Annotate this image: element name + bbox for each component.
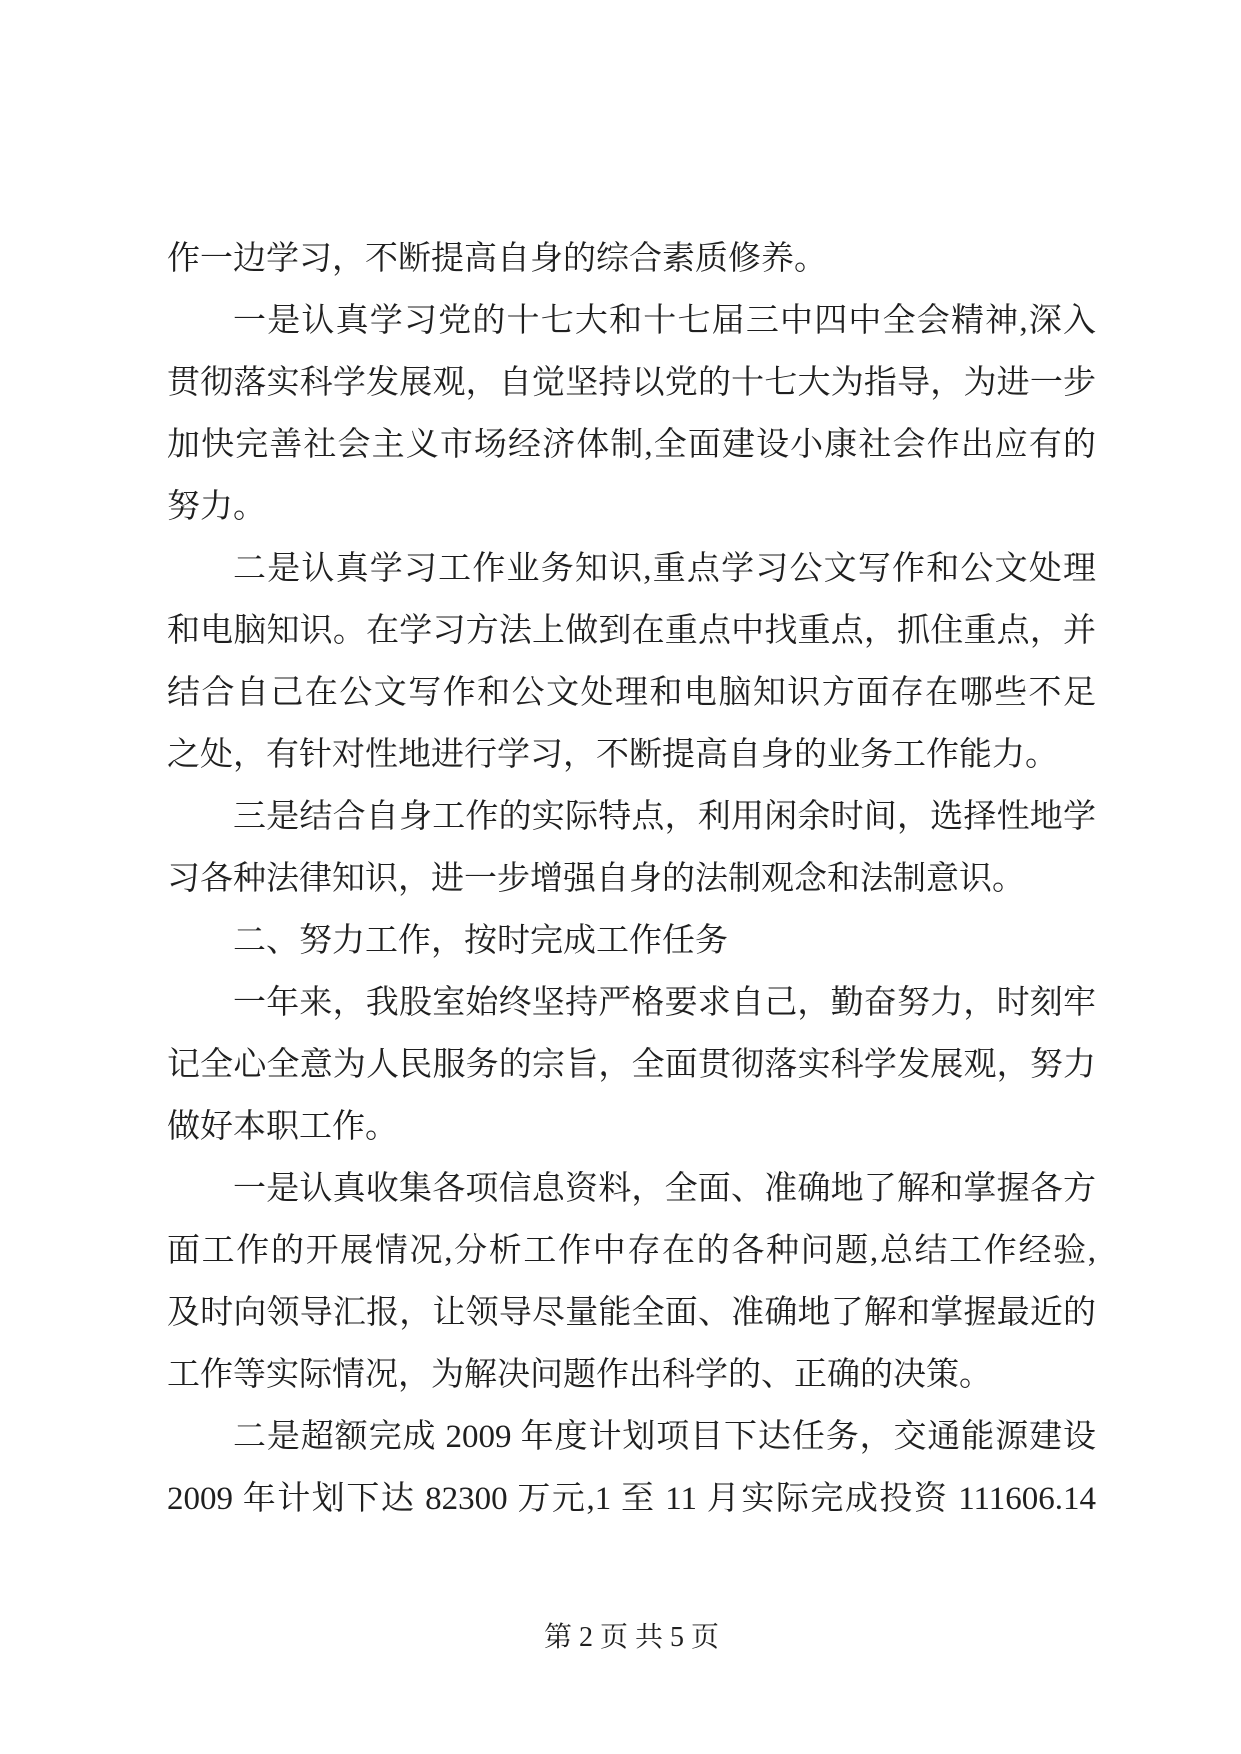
text-line: 面工作的开展情况,分析工作中存在的各种问题,总结工作经验, xyxy=(167,1233,1096,1269)
page-footer xyxy=(167,1618,1096,1658)
text-line: 结合自己在公文写作和公文处理和电脑知识方面存在哪些不足 xyxy=(167,675,1096,711)
text-line: 之处，有针对性地进行学习，不断提高自身的业务工作能力。 xyxy=(167,737,1058,773)
text-line: 习各种法律知识，进一步增强自身的法制观念和法制意识。 xyxy=(167,861,1025,897)
text-line: 做好本职工作。 xyxy=(167,1109,398,1145)
text-line: 加快完善社会主义市场经济体制,全面建设小康社会作出应有的 xyxy=(167,427,1096,463)
text-line: 三是结合自身工作的实际特点，利用闲余时间，选择性地学 xyxy=(233,799,1096,835)
document-body xyxy=(167,228,1096,1530)
text-line: 作一边学习，不断提高自身的综合素质修养。 xyxy=(167,241,827,277)
section-heading-line: 二、努力工作，按时完成工作任务 xyxy=(233,923,728,959)
text-line: 努力。 xyxy=(167,489,266,525)
text-line: 及时向领导汇报，让领导尽量能全面、准确地了解和掌握最近的 xyxy=(167,1295,1096,1331)
text-line: 一年来，我股室始终坚持严格要求自己，勤奋努力，时刻牢 xyxy=(233,985,1096,1021)
text-line: 一是认真收集各项信息资料，全面、准确地了解和掌握各方 xyxy=(233,1171,1096,1207)
text-line: 贯彻落实科学发展观，自觉坚持以党的十七大为指导，为进一步 xyxy=(167,365,1096,401)
page-number: 第 2 页 共 5 页 xyxy=(543,1622,719,1653)
text-line: 记全心全意为人民服务的宗旨，全面贯彻落实科学发展观，努力 xyxy=(167,1047,1096,1083)
text-line: 一是认真学习党的十七大和十七届三中四中全会精神,深入 xyxy=(233,303,1096,339)
text-line: 二是超额完成 2009 年度计划项目下达任务，交通能源建设 xyxy=(233,1419,1096,1455)
text-line: 2009 年计划下达 82300 万元,1 至 11 月实际完成投资 111606.14 xyxy=(167,1481,1096,1517)
text-line: 和电脑知识。在学习方法上做到在重点中找重点，抓住重点，并 xyxy=(167,613,1096,649)
text-line: 工作等实际情况，为解决问题作出科学的、正确的决策。 xyxy=(167,1357,992,1393)
text-line: 二是认真学习工作业务知识,重点学习公文写作和公文处理 xyxy=(233,551,1096,587)
